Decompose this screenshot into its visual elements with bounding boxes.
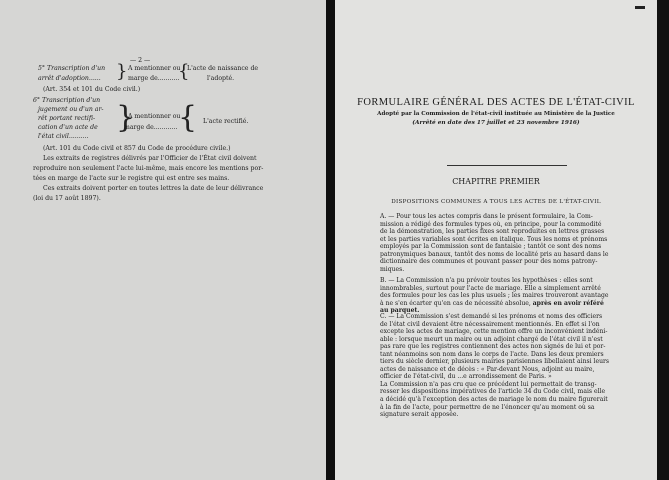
emphasis-text: au parquet. — [380, 307, 420, 315]
paragraph-a — [380, 213, 642, 273]
paragraph-line: signature serait apposée. — [380, 411, 459, 419]
item6-title-3: rêt portant rectifi- — [38, 115, 96, 122]
paragraph-line: a décidé qu'à l'exception des actes de mariage le nom du maire figurerait — [380, 396, 608, 404]
paragraph-line: officier de l'état-civil, du ...e arrondissement de Paris. » — [380, 373, 552, 381]
book-gutter — [326, 0, 335, 480]
paragraph-line: Les extraits de registres délivrés par l'Officier de l'État civil doivent — [43, 155, 257, 162]
paragraph-line: excepte les actes de mariage, cette mention offre un inconvénient indéni- — [380, 328, 608, 336]
item6-ref: (Art. 101 du Code civil et 857 du Code de procédure civile.) — [43, 145, 231, 152]
paragraph-line: B. — La Commission n'a pu prévoir toutes les hypothèses : elles sont — [380, 277, 593, 284]
scan-border — [657, 0, 669, 480]
paragraph-line: mission a rédigé des formules types où, en principe, pour la commodité — [380, 220, 602, 228]
item6-title-5: l'état civil.......... — [38, 133, 89, 140]
page-number: — 2 — — [130, 57, 151, 64]
paragraph-line: de la démonstration, les parties fixes sont reproduites en lettres grasses — [380, 228, 605, 236]
paragraph-line: à la fin de l'acte, pour permettre de ne l'énoncer qu'au moment où sa — [380, 403, 595, 411]
paragraph-line: La Commission n'a pas cru que ce précédent lui permettait de transg- — [380, 380, 597, 388]
item6-note: L'acte rectifié. — [203, 118, 249, 125]
paragraph-line: C. — La Commission s'est demandé si les prénoms et noms des officiers — [380, 313, 603, 320]
item5-note-2: l'adopté. — [207, 75, 235, 82]
item6-title-1: 6° Transcription d'un — [33, 97, 101, 104]
paragraph-line: employés par la Commission sont de fantaisie ; tantôt ce sont des noms — [380, 243, 602, 251]
paragraph-line: reproduire non seulement l'acte lui-même, mais encore les mentions por- — [33, 165, 264, 172]
paragraph-line: tiers du siècle dernier, plusieurs mairies parisiennes libellaient ainsi leurs — [380, 358, 610, 366]
paragraph-line: patronymiques banaux, tantôt des noms de localité pris au hasard dans le — [380, 250, 609, 258]
brace: } — [116, 100, 136, 135]
paragraph-line: des formules pour les cas les plus usuels ; les maires trouveront avantage — [380, 292, 609, 300]
paragraph-line: et les parties variables sont écrites en italique. Tous les noms et prénoms — [380, 235, 608, 243]
item5-title-1: 5° Transcription d'un — [38, 65, 106, 72]
item5-margin-1: A mentionner ou — [128, 65, 181, 72]
brace: } — [116, 61, 128, 82]
subtitle: Adopté par la Commission de l'état-civil instituée au Ministère de la Justice — [377, 111, 615, 117]
divider — [447, 165, 567, 166]
paragraph-line: Ces extraits doivent porter en toutes lettres la date de leur délivrance — [43, 185, 264, 192]
paragraph-line: (loi du 17 août 1897). — [33, 195, 101, 202]
paragraph-line: able : lorsque meurt un maire ou un adjoint chargé de l'état civil il n'est — [380, 335, 603, 343]
paragraph-line: actes de naissance et de décès : « Par-devant Nous, adjoint au maire, — [380, 365, 595, 373]
item5-ref: (Art. 354 et 101 du Code civil.) — [43, 86, 141, 93]
chapter-heading: CHAPITRE PREMIER — [452, 177, 540, 186]
section-heading: DISPOSITIONS COMMUNES A TOUS LES ACTES DE L'ÉTAT-CIVIL — [391, 199, 601, 205]
paragraph-line: à ne s'en écarter qu'en cas de nécessité absolue, — [380, 299, 531, 307]
page-title: FORMULAIRE GÉNÉRAL DES ACTES DE L'ÉTAT-CIVIL — [357, 97, 635, 108]
date-line: (Arrêté en date des 17 juillet et 23 novembre 1916) — [412, 120, 580, 126]
item6-title-4: cation d'un acte de — [38, 124, 98, 131]
corner-mark — [635, 6, 645, 9]
brace: { — [178, 61, 190, 82]
left-page — [0, 0, 326, 480]
paragraph-line: A. — Pour tous les actes compris dans le présent formulaire, la Com- — [380, 213, 593, 220]
item6-title-2: jugement ou d'un ar- — [38, 106, 104, 113]
paragraph-line: pas rare que les registres contiennent des actes non signés de lui et por- — [380, 343, 606, 351]
brace: { — [178, 100, 198, 135]
paragraph-line: dictionnaire des communes et pouvant passer pour des noms patrony- — [380, 258, 598, 266]
paragraph-line: tées en marge de l'acte sur le registre qui est entre ses mains. — [33, 175, 230, 182]
paragraph-line: tant néanmoins son nom dans le corps de l'acte. Dans les deux premiers — [380, 350, 604, 358]
paragraph-line: de l'état civil devaient être nécessairement mentionnés. En effet si l'on — [380, 320, 600, 328]
item6-margin-2: marge de............ — [124, 124, 178, 131]
item5-title-2: arrêt d'adoption...... — [38, 75, 101, 82]
item5-margin-2: marge de........... — [128, 75, 180, 82]
item6-margin-1: A mentionner ou — [128, 113, 181, 120]
paragraph-c — [380, 313, 642, 419]
emphasis-text: après en avoir référé — [532, 299, 604, 307]
paragraph-line: resser les dispositions impératives de l'article 34 du Code civil, mais elle — [380, 388, 606, 396]
right-page — [335, 0, 657, 480]
item5-note-1: L'acte de naissance de — [187, 65, 259, 72]
paragraph-line: miques. — [380, 265, 405, 273]
paragraph-line: innombrables, surtout pour l'acte de mariage. Elle a simplement arrêté — [380, 284, 601, 292]
paragraph-b — [380, 277, 642, 315]
